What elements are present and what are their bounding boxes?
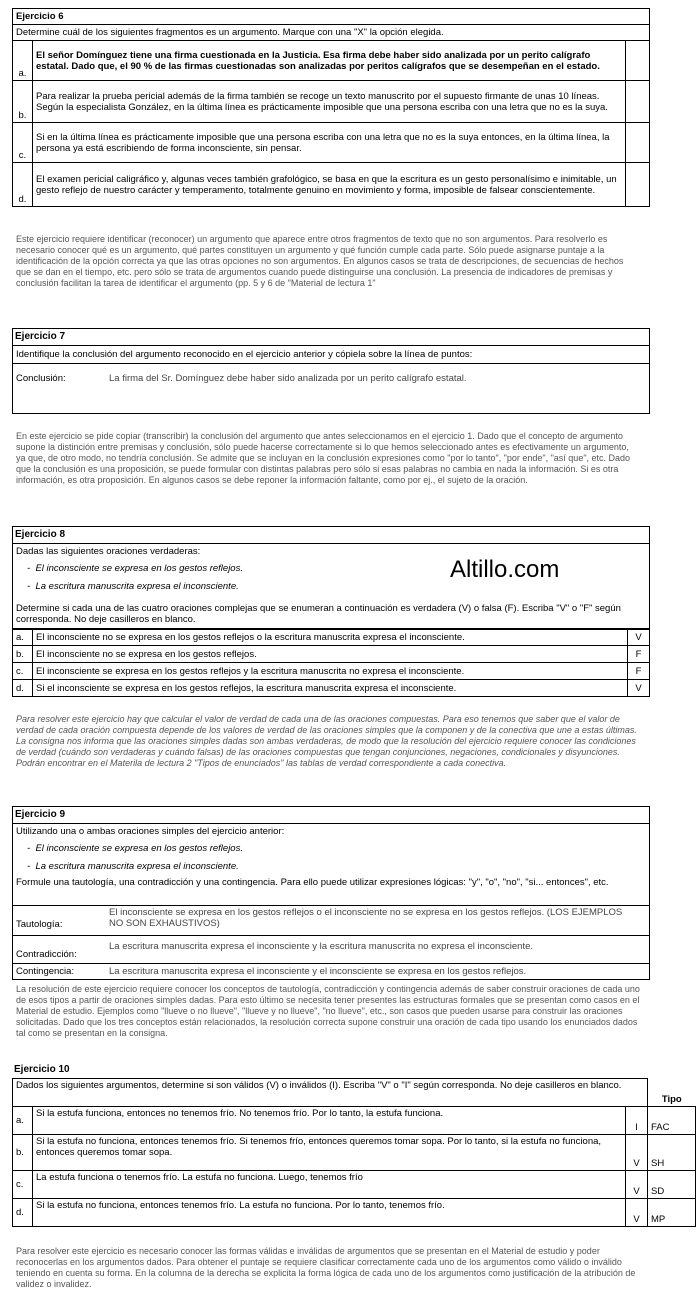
exercise-8-table	[12, 628, 650, 697]
exercise-9-box	[12, 806, 650, 980]
exercise-6-note: Este ejercicio requiere identificar (reconocer) un argumento que aparece entre otros fragmentos de texto que no son argumentos. Para resolverlo es necesario conocer qué es un argumento, qué partes constituyen un argumento y qué función cumple cada parte. Sólo puede asignarse puntaje a la identificación de la opción correcta ya que las otras opciones no son argumentos. En algunos casos se trata de descripciones, de secuencias de hechos que se dan en el tiempo, etc. pero sólo se trata de argumentos cuando puede distinguirse una conclusión. La presencia de indicadores de premisas y conclusión facilitan la tarea de identificar el argumento (pp. 5 y 6 de "Material de lectura 1"	[16, 234, 624, 288]
exercise-8-title: Ejercicio 8	[15, 529, 66, 540]
exercise-8-instruction: Determine si cada una de las cuatro oraciones complejas que se enumeran a continuación es verdadera (V) o falsa (F). Escriba "V" o "F" según corresponda. No deje casilleros en blanco.	[16, 603, 621, 625]
item-label: b.	[13, 646, 33, 663]
exercise-9-instruction: Formule una tautología, una contradicción y una contingencia. Para ello puede utilizar expresiones lógicas: "y", "o", "no", "si... entonces", etc.	[16, 877, 609, 888]
conclusion-label: Conclusión:	[16, 373, 66, 384]
contingency-label: Contingencia:	[16, 966, 75, 977]
item-label: c.	[13, 1171, 33, 1199]
option-label: c.	[13, 123, 33, 163]
answer-box[interactable]	[626, 123, 650, 163]
exercise-7-note: En este ejercicio se pide copiar (transcribir) la conclusión del argumento que antes seleccionamos en el ejercicio 1. Dado que el concepto de argumento supone la distinción entre premisas y conclusión, sólo puede hacerse correctamente si lo que hemos seleccionado antes es efectivamente un argumento, ya que, de otro modo, no tendría conclusión. Se admite que se incluyan en la conclusión expresiones como "por lo tanto", "por ende", "así que", etc. Dado que la conclusión es una proposición, se puede formular con distintas palabras pero sólo si esas palabras no cambia en nada la información. Si es otra información, es otra proposición. En algunos casos se debe reponer la información faltante, como por ej., el sujeto de la oración.	[16, 431, 631, 485]
exercise-6-title: Ejercicio 6	[13, 9, 650, 25]
item-text: El inconsciente no se expresa en los gestos reflejos o la escritura manuscrita expresa el inconsciente.	[32, 629, 627, 646]
tautology-label: Tautología:	[16, 919, 63, 930]
premise-item: - El inconsciente se expresa en los gestos reflejos.	[27, 843, 243, 854]
item-label: a.	[13, 1107, 33, 1135]
exercise-8-note: Para resolver este ejercicio hay que calcular el valor de verdad de cada una de las oraciones compuestas. Para eso tenemos que saber que el valor de verdad de cada oración compuesta depende de los valores de verdad de las oraciones simples que la componen y de la conectiva que une a estas últimas. La consigna nos informa que las oraciones simples dadas son ambas verdaderas, de modo que la resolución del ejercicio requiere conocer las condiciones de verdad (cuándo son verdaderas y cuándo falsas) de las oraciones compuestas que tengan conjunciones, negaciones, condicionales y disyunciones. Podrán encontrar en el Materila de lectura 2 "Tipos de enunciados" las tablas de verdad correspondiente a cada conectiva.	[16, 714, 637, 768]
item-label: c.	[13, 663, 33, 680]
item-text: Si el inconsciente se expresa en los gestos reflejos, la escritura manuscrita expresa el inconsciente.	[32, 680, 627, 697]
tautology-answer: El inconsciente se expresa en los gestos reflejos o el inconsciente no se expresa en los gestos reflejos. (LOS EJEMPLOS NO SON EXHAUSTIVOS)	[109, 907, 623, 929]
exercise-7-instruction: Identifique la conclusión del argumento reconocido en el ejercicio anterior y cópiela sobre la línea de puntos:	[16, 349, 473, 360]
tipo-cell: SD	[648, 1171, 696, 1199]
item-text: Si la estufa no funciona, entonces tenemos frío. Si tenemos frío, entonces queremos tomar sopa. Por lo tanto, si la estufa no funciona, entonces queremos tomar sopa.	[32, 1135, 625, 1171]
option-text: Para realizar la prueba pericial además de la firma también se recoge un texto manuscrito por el supuesto firmante de unas 10 líneas. Según la especialista González, en la última línea es prácticamente imposible que una persona escriba con una letra que no es la suya.	[32, 81, 625, 123]
exercise-9-title: Ejercicio 9	[15, 809, 66, 820]
item-label: d.	[13, 1199, 33, 1227]
answer-cell[interactable]: V	[628, 680, 650, 697]
contradiction-answer: La escritura manuscrita expresa el inconsciente y la escritura manuscrita no expresa el inconsciente.	[109, 941, 534, 952]
item-label: b.	[13, 1135, 33, 1171]
option-label: b.	[13, 81, 33, 123]
conclusion-answer: La firma del Sr. Domínguez debe haber sido analizada por un perito calígrafo estatal.	[109, 373, 467, 384]
premise-item: - La escritura manuscrita expresa el inconsciente.	[27, 861, 239, 872]
premise-item: - La escritura manuscrita expresa el inconsciente.	[27, 581, 239, 592]
exercise-7-title: Ejercicio 7	[15, 331, 66, 342]
tipo-cell: FAC	[648, 1107, 696, 1135]
option-label: d.	[13, 163, 33, 207]
item-text: El inconsciente no se expresa en los gestos reflejos.	[32, 646, 627, 663]
answer-box[interactable]	[626, 41, 650, 81]
premise-item: - El inconsciente se expresa en los gestos reflejos.	[27, 563, 243, 574]
item-text: La estufa funciona o tenemos frío. La estufa no funciona. Luego, tenemos frío	[32, 1171, 625, 1199]
contingency-answer: La escritura manuscrita expresa el inconsciente y el inconsciente se expresa en los gestos reflejos.	[109, 966, 527, 977]
option-text: Si en la última línea es prácticamente imposible que una persona escriba con una letra que no es la suya entonces, en la última línea, la persona ya está escribiendo de forma inconsciente, sin pensar.	[32, 123, 625, 163]
answer-cell[interactable]: V	[626, 1135, 648, 1171]
answer-cell[interactable]: I	[626, 1107, 648, 1135]
option-text: El señor Domínguez tiene una firma cuestionada en la Justicia. Esa firma debe haber sido analizada por un perito calígrafo estatal. Dado que, el 90 % de las firmas cuestionadas son analizadas por peritos calígrafos que se desempeñan en el estado.	[32, 41, 625, 81]
exercise-10-note: Para resolver este ejercicio es necesario conocer las formas válidas e inválidas de argumentos que se presentan en el Material de estudio y poder reconocerlas en los argumentos dados. Para obtener el puntaje se requiere clasificar correctamente cada uno de los argumentos como válido o inválido teniendo en cuenta su forma. En la columna de la derecha se explicita la forma lógica de cada uno de los argumentos como justificación de la atribución de validez o invalidez.	[16, 1246, 636, 1289]
exercise-8-intro: Dadas las siguientes oraciones verdaderas:	[16, 546, 201, 557]
item-text: Si la estufa funciona, entonces no tenemos frío. No tenemos frío. Por lo tanto, la estufa funciona.	[32, 1107, 625, 1135]
exercise-9-intro: Utilizando una o ambas oraciones simples del ejercicio anterior:	[16, 826, 285, 837]
answer-cell[interactable]: V	[626, 1171, 648, 1199]
tipo-header: Tipo	[661, 1094, 682, 1105]
answer-box[interactable]	[626, 81, 650, 123]
answer-cell[interactable]: F	[628, 646, 650, 663]
answer-box[interactable]	[626, 163, 650, 207]
tipo-cell: MP	[648, 1199, 696, 1227]
option-label: a.	[13, 41, 33, 81]
item-text: Si la estufa no funciona, entonces tenemos frío. La estufa no funciona. Por lo tanto, tenemos frío.	[32, 1199, 625, 1227]
exercise-6-instruction: Determine cuál de los siguientes fragmentos es un argumento. Marque con una "X" la opción elegida.	[13, 25, 650, 41]
answer-cell[interactable]: F	[628, 663, 650, 680]
item-text: El inconsciente se expresa en los gestos reflejos y la escritura manuscrita no expresa el inconsciente.	[32, 663, 627, 680]
exercise-10-table	[12, 1078, 696, 1227]
exercise-10-instruction: Dados los siguientes argumentos, determine si son válidos (V) o inválidos (I). Escriba "V" o "I" según corresponda. No deje casilleros en blanco.	[13, 1079, 648, 1107]
exercise-6-table	[12, 8, 650, 207]
item-label: a.	[13, 629, 33, 646]
watermark-text: Altillo.com	[450, 556, 560, 583]
exercise-7-box	[12, 328, 650, 414]
exercise-9-note: La resolución de este ejercicio requiere conocer los conceptos de tautología, contradicción y contingencia además de saber construir oraciones de cada uno de esos tipos a partir de oraciones simples dadas. Para esto último se necesita tener presentes las estructuras formales que se presentan como casos en el Material de estudio. Ejemplos como "llueve o no llueve", "llueve y no llueve", "no llueve", etc., son casos que pueden usarse para construir las oraciones solicitadas. Dado que los tres conceptos están relacionados, la resolución correcta supone construir una oración de cada tipo usando los enunciados dados tal como se presentan en la consigna.	[16, 984, 640, 1038]
option-text: El examen pericial caligráfico y, algunas veces también grafológico, se basa en que la escritura es un gesto personalísimo e inimitable, un gesto reflejo de nuestro carácter y temperamento, totalmente genuino en movimiento y forma, imposible de falsear conscientemente.	[32, 163, 625, 207]
contradiction-label: Contradicción:	[16, 949, 77, 960]
tipo-cell: SH	[648, 1135, 696, 1171]
item-label: d.	[13, 680, 33, 697]
answer-cell[interactable]: V	[628, 629, 650, 646]
answer-cell[interactable]: V	[626, 1199, 648, 1227]
exercise-10-title: Ejercicio 10	[14, 1064, 70, 1075]
